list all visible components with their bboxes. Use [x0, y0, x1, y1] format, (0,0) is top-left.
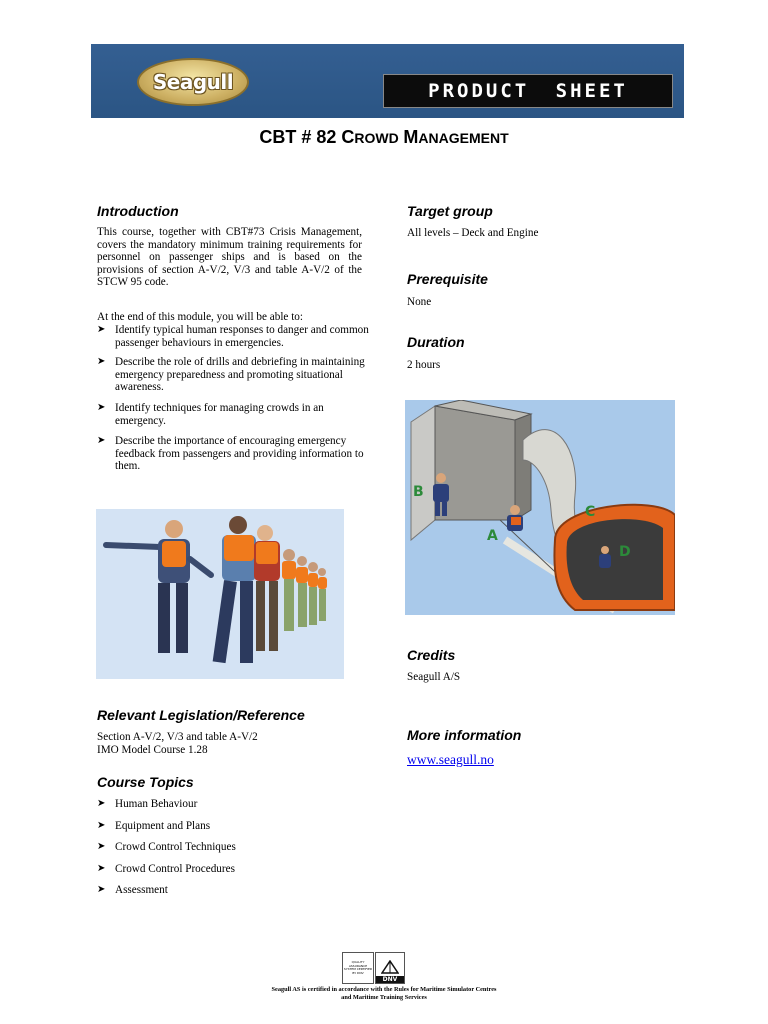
arrow-bullet-icon: ➤ — [97, 884, 106, 896]
crowd-illustration — [96, 509, 344, 679]
list-item: ➤ Identify techniques for managing crowds in an emergency. — [97, 401, 324, 427]
title-word-rowd: ROWD — [354, 130, 399, 146]
introduction-paragraph: This course, together with CBT#73 Crisis Management, covers the mandatory minimum training requirements for personnel on passenger ships and is based on the provisions of section A-V/2, V/3 and table A-V/2 of the STCW 95 code. — [97, 226, 362, 289]
objectives-lead: At the end of this module, you will be able to: — [97, 311, 304, 323]
introduction-heading: Introduction — [97, 203, 179, 219]
list-item: ➤ Crowd Control Techniques — [97, 841, 236, 854]
page-title — [0, 127, 768, 148]
badge-text: PRODUCT SHEET — [428, 80, 628, 102]
title-word-anagement: ANAGEMENT — [418, 130, 509, 146]
label-a: A — [487, 528, 498, 544]
target-group-heading: Target group — [407, 203, 493, 219]
objectives-list — [97, 324, 369, 473]
legislation-heading: Relevant Legislation/Reference — [97, 707, 305, 723]
arrow-bullet-icon: ➤ — [97, 798, 106, 809]
arrow-bullet-icon: ➤ — [97, 356, 106, 368]
list-item: ➤ Equipment and Plans — [97, 819, 211, 832]
more-info-line — [407, 752, 677, 767]
title-initial-c: C — [341, 127, 355, 147]
title-initial-m: M — [403, 127, 419, 147]
list-item: ➤ Describe the importance of encouraging emergency feedback from passengers and providing information to them. — [97, 435, 364, 473]
prerequisite-heading: Prerequisite — [407, 271, 488, 287]
list-item: ➤ Describe the role of drills and debriefing in maintaining emergency preparedness and promoting situational awareness. — [97, 356, 365, 394]
topics-heading: Course Topics — [97, 774, 194, 790]
duration-heading: Duration — [407, 334, 465, 350]
more-info-heading: More information — [407, 727, 522, 743]
arrow-bullet-icon: ➤ — [97, 841, 106, 853]
product-sheet-badge — [383, 74, 673, 108]
dnv-logo: DNV — [375, 952, 405, 984]
duration-text: 2 hours — [407, 359, 441, 371]
arrow-bullet-icon: ➤ — [97, 819, 106, 831]
list-item: ➤ Identify typical human responses to danger and common passenger behaviours in emergencies. — [97, 324, 369, 349]
credits-text: Seagull A/S — [407, 671, 461, 683]
list-item: ➤ Crowd Control Procedures — [97, 862, 235, 875]
prerequisite-text: None — [407, 296, 432, 308]
label-c: C — [585, 504, 596, 520]
label-b: B — [413, 484, 424, 500]
label-d: D — [619, 544, 631, 560]
seagull-logo — [137, 58, 249, 106]
arrow-bullet-icon: ➤ — [97, 324, 106, 335]
list-item: ➤ Human Behaviour — [97, 798, 198, 810]
seagull-website-link[interactable]: www.seagull.no — [407, 752, 494, 767]
credits-heading: Credits — [407, 647, 456, 663]
arrow-bullet-icon: ➤ — [97, 862, 106, 874]
footer-certification-text: Seagull AS is certified in accordance with the Rules for Maritime Simulator Centres and Maritime Training Services — [271, 986, 497, 1001]
page-header — [91, 44, 684, 118]
arrow-bullet-icon: ➤ — [97, 435, 106, 447]
target-group-text: All levels – Deck and Engine — [407, 227, 539, 239]
list-item: ➤ Assessment — [97, 884, 168, 897]
dnv-mark-icon — [381, 960, 399, 974]
legislation-line: IMO Model Course 1.28 — [97, 744, 208, 756]
arrow-bullet-icon: ➤ — [97, 401, 106, 413]
title-prefix: CBT # 82 — [259, 127, 342, 147]
logo-text: Seagull — [152, 70, 234, 94]
quality-assurance-badge: QUALITY ASSURANCE SYSTEM CERTIFIED BY DNV — [342, 952, 374, 984]
evacuation-chute-illustration — [405, 400, 675, 615]
legislation-line: Section A-V/2, V/3 and table A-V/2 — [97, 731, 258, 743]
topics-list — [97, 798, 362, 897]
